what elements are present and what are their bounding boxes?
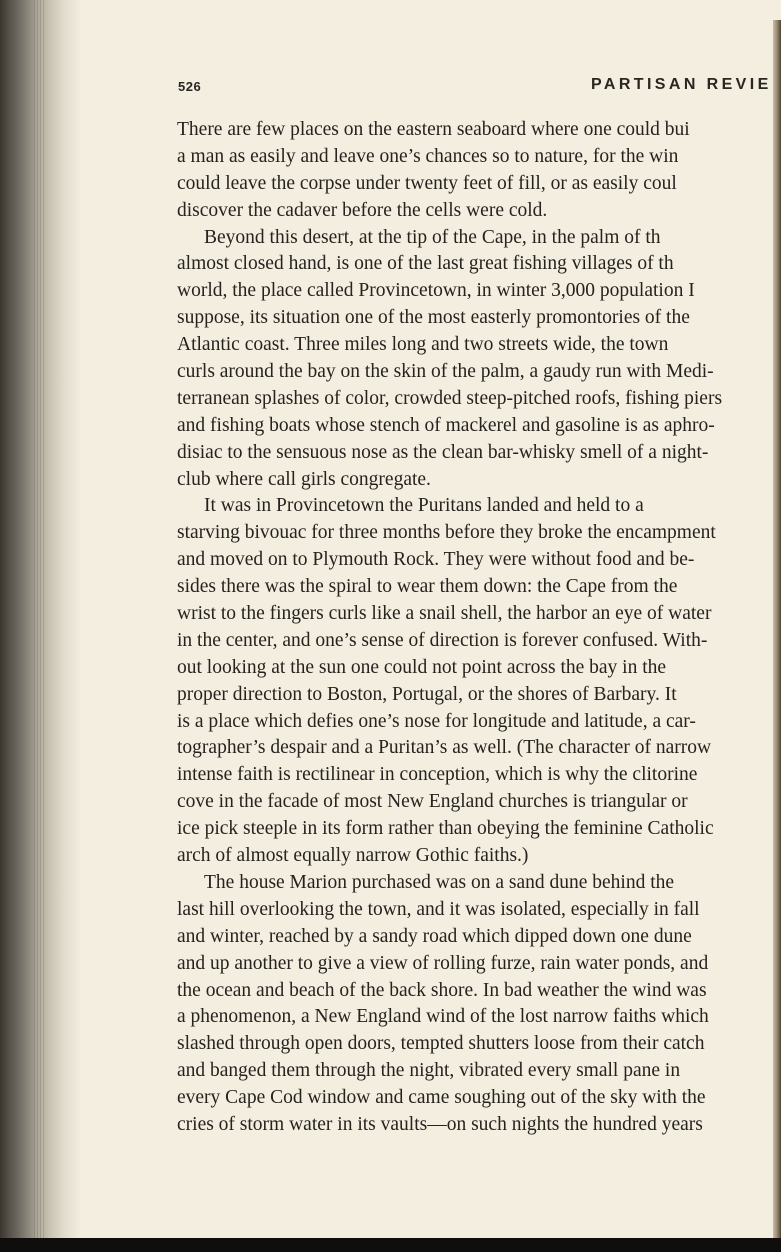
text-line: world, the place called Provincetown, in winter 3,000 population I bbox=[177, 280, 695, 302]
text-line: curls around the bay on the skin of the palm, a gaudy run with Medi- bbox=[177, 361, 714, 383]
text-line: and fishing boats whose stench of mackerel and gasoline is as aphro- bbox=[177, 414, 715, 436]
text-line: and moved on to Plymouth Rock. They were without food and be- bbox=[177, 549, 695, 571]
text-line: discover the cadaver before the cells were cold. bbox=[177, 199, 548, 221]
text-line: tographer’s despair and a Puritan’s as well. (The character of narrow bbox=[177, 737, 712, 759]
text-line: the ocean and beach of the back shore. In bad weather the wind was bbox=[177, 979, 707, 1001]
text-line: and up another to give a view of rolling furze, rain water ponds, and bbox=[177, 952, 709, 974]
text-line: slashed through open doors, tempted shutters loose from their catch bbox=[177, 1033, 705, 1055]
text-line: intense faith is rectilinear in conception, which is why the clitorine bbox=[177, 764, 698, 786]
text-line: cove in the facade of most New England churches is triangular or bbox=[177, 791, 688, 813]
text-line: out looking at the sun one could not point across the bay in the bbox=[177, 656, 667, 678]
text-line: could leave the corpse under twenty feet of fill, or as easily coul bbox=[177, 172, 677, 194]
text-line: Beyond this desert, at the tip of the Cape, in the palm of th bbox=[204, 226, 661, 248]
text-line: last hill overlooking the town, and it was isolated, especially in fall bbox=[177, 898, 700, 920]
text-line: It was in Provincetown the Puritans landed and held to a bbox=[204, 495, 644, 517]
text-line: Atlantic coast. Three miles long and two streets wide, the town bbox=[177, 334, 669, 356]
text-line: suppose, its situation one of the most easterly promontories of the bbox=[177, 307, 690, 329]
text-line: is a place which defies one’s nose for longitude and latitude, a car- bbox=[177, 710, 696, 732]
text-line: terranean splashes of color, crowded steep-pitched roofs, fishing piers bbox=[177, 387, 723, 409]
text-line: and winter, reached by a sandy road which dipped down one dune bbox=[177, 925, 692, 947]
text-line: almost closed hand, is one of the last great fishing villages of th bbox=[177, 253, 674, 275]
text-line: sides there was the spiral to wear them down: the Cape from the bbox=[177, 576, 678, 598]
text-line: cries of storm water in its vaults—on such nights the hundred years bbox=[177, 1113, 703, 1135]
scan-bottom-border bbox=[0, 1238, 781, 1252]
text-line: arch of almost equally narrow Gothic faiths.) bbox=[177, 845, 529, 867]
page-number: 526 bbox=[178, 79, 202, 94]
text-line: wrist to the fingers curls like a snail shell, the harbor an eye of water bbox=[177, 603, 712, 625]
text-line: a phenomenon, a New England wind of the lost narrow faiths which bbox=[177, 1006, 709, 1028]
text-line: ice pick steeple in its form rather than obeying the feminine Catholic bbox=[177, 818, 714, 840]
running-head: PARTISAN REVIE bbox=[591, 76, 772, 93]
text-line: club where call girls congregate. bbox=[177, 468, 431, 490]
text-line: and banged them through the night, vibrated every small pane in bbox=[177, 1060, 681, 1082]
text-line: There are few places on the eastern seaboard where one could bui bbox=[177, 119, 690, 140]
text-line: starving bivouac for three months before they broke the encampment bbox=[177, 522, 716, 544]
text-line: in the center, and one’s sense of direction is forever confused. With- bbox=[177, 629, 708, 651]
body-text bbox=[177, 117, 781, 1197]
text-line: every Cape Cod window and came soughing out of the sky with the bbox=[177, 1087, 706, 1109]
book-binding-gutter bbox=[0, 0, 80, 1238]
text-line: The house Marion purchased was on a sand dune behind the bbox=[204, 871, 675, 893]
text-line: disiac to the sensuous nose as the clean bar-whisky smell of a night- bbox=[177, 441, 709, 463]
text-line: a man as easily and leave one’s chances so to nature, for the win bbox=[177, 145, 679, 167]
text-line: proper direction to Boston, Portugal, or the shores of Barbary. It bbox=[177, 683, 677, 705]
page-header bbox=[178, 76, 778, 100]
